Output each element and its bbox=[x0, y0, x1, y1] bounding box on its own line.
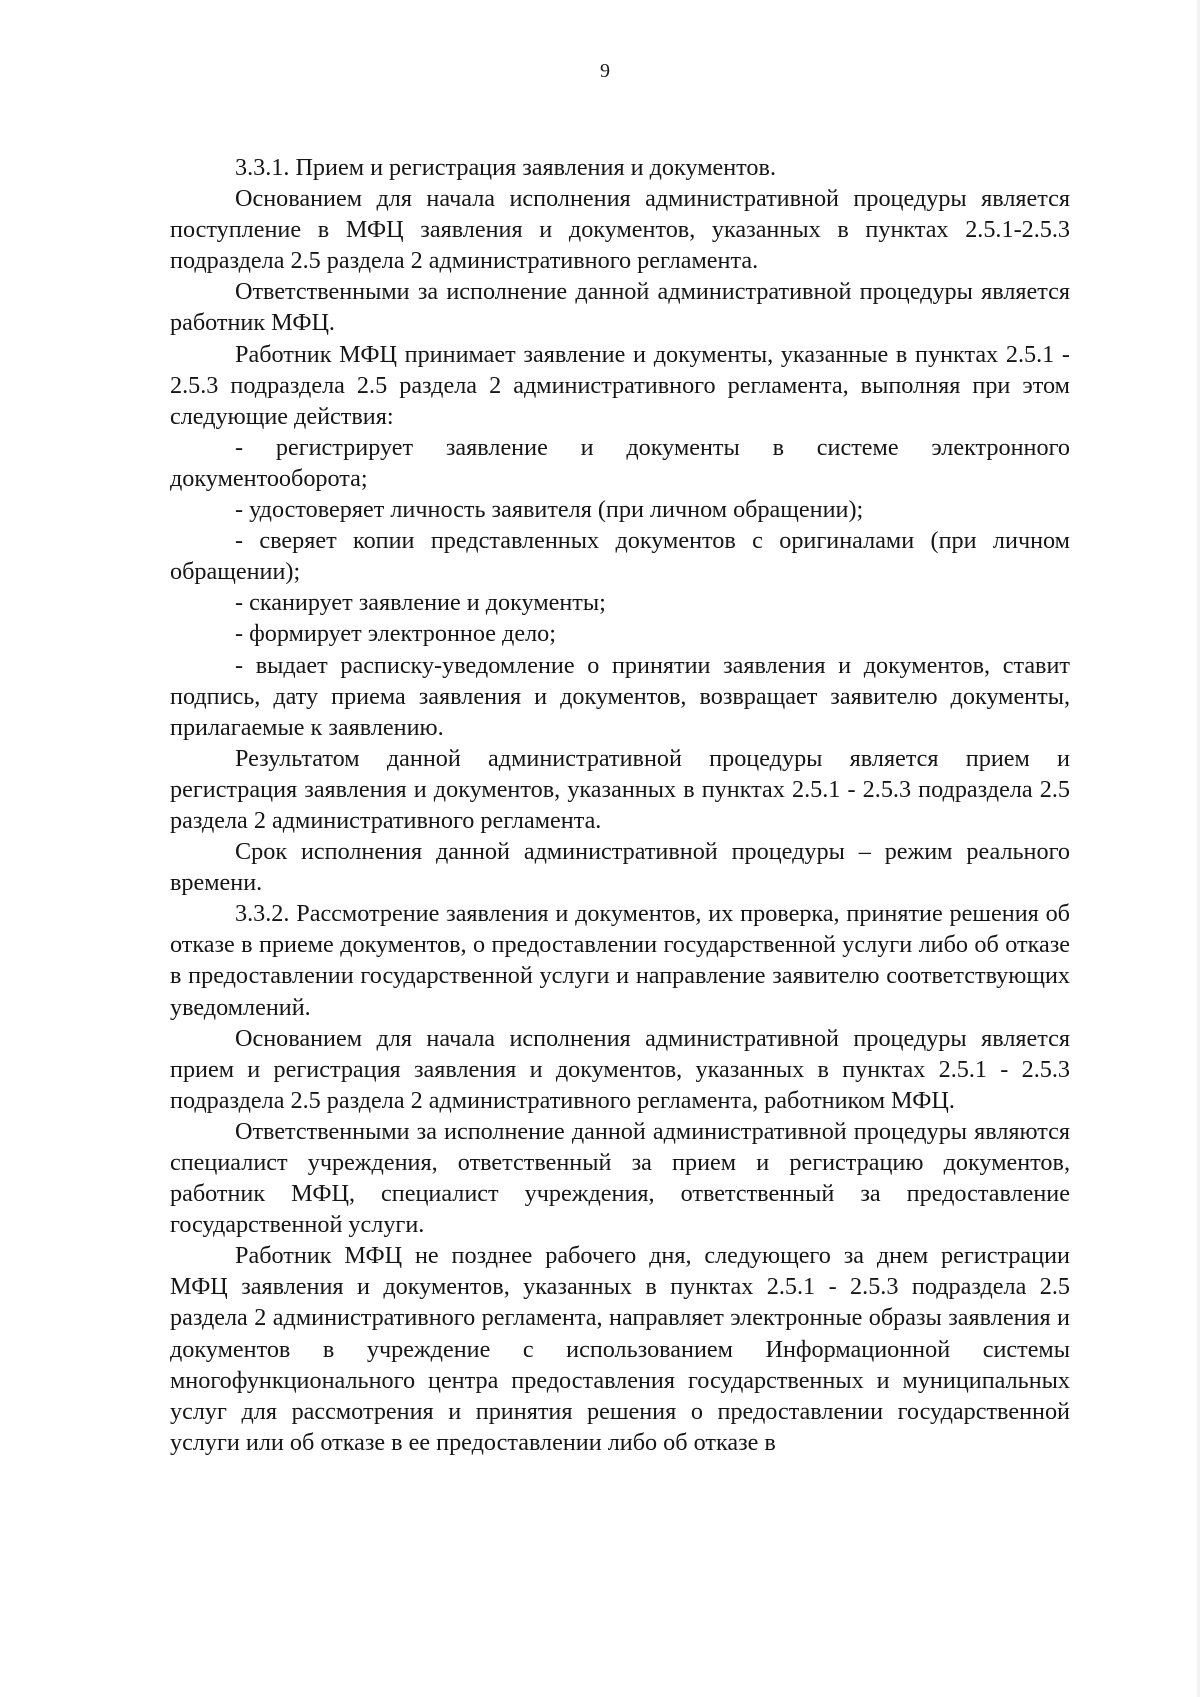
section-heading-3-3-2: 3.3.2. Рассмотрение заявления и документов, их проверка, принятие решения об отказе в приеме документов, о предоставлении государственной услуги либо об отказе в предоставлении государственной услуги и направление заявителю соответствующих уведомлений. bbox=[170, 900, 1070, 1021]
list-item: - выдает расписку-уведомление о принятии заявления и документов, ставит подпись, дату приема заявления и документов, возвращает заявителю документы, прилагаемые к заявлению. bbox=[170, 651, 1070, 741]
paragraph: Ответственными за исполнение данной административной процедуры являются специалист учреждения, ответственный за прием и регистрацию документов, работник МФЦ, специалист учреждения, ответственный за предоставление государственной услуги. bbox=[170, 1117, 1070, 1239]
list-item: - регистрирует заявление и документы в системе электронного документооборота; bbox=[170, 433, 1070, 492]
paragraph: Работник МФЦ не позднее рабочего дня, следующего за днем регистрации МФЦ заявления и документов, указанных в пунктах 2.5.1 - 2.5.3 подраздела 2.5 раздела 2 административного регламента, направляет электронные образы заявления и документов в учреждение с использованием Информационной системы многофункционального центра предоставления государственных и муниципальных услуг для рассмотрения и принятия решения о предоставлении государственной услуги или об отказе в ее предоставлении либо об отказе в bbox=[170, 1242, 1070, 1456]
list-item: - формирует электронное дело; bbox=[235, 620, 556, 648]
paragraph: Результатом данной административной процедуры является прием и регистрация заявления и документов, указанных в пунктах 2.5.1 - 2.5.3 подраздела 2.5 раздела 2 административного регламента. bbox=[170, 744, 1070, 834]
paragraph: Ответственными за исполнение данной административной процедуры является работник МФЦ. bbox=[170, 278, 1070, 337]
page-number: 9 bbox=[600, 60, 610, 82]
paragraph: Срок исполнения данной административной процедуры – режим реального времени. bbox=[170, 838, 1070, 897]
list-item: - удостоверяет личность заявителя (при личном обращении); bbox=[235, 496, 864, 524]
section-heading-3-3-1: 3.3.1. Прием и регистрация заявления и документов. bbox=[235, 154, 776, 181]
paragraph: Работник МФЦ принимает заявление и документы, указанные в пунктах 2.5.1 - 2.5.3 подраздела 2.5 раздела 2 административного регламента, выполняя при этом следующие действия: bbox=[170, 340, 1070, 430]
paragraph: Основанием для начала исполнения административной процедуры является прием и регистрация заявления и документов, указанных в пунктах 2.5.1 - 2.5.3 подраздела 2.5 раздела 2 административного регламента, работником МФЦ. bbox=[170, 1024, 1070, 1114]
document-body bbox=[170, 152, 1070, 1458]
list-item: - сканирует заявление и документы; bbox=[235, 589, 606, 617]
list-item: - сверяет копии представленных документов с оригиналами (при личном обращении); bbox=[170, 527, 1070, 586]
paragraph: Основанием для начала исполнения административной процедуры является поступление в МФЦ заявления и документов, указанных в пунктах 2.5.1-2.5.3 подраздела 2.5 раздела 2 административного регламента. bbox=[170, 185, 1070, 275]
